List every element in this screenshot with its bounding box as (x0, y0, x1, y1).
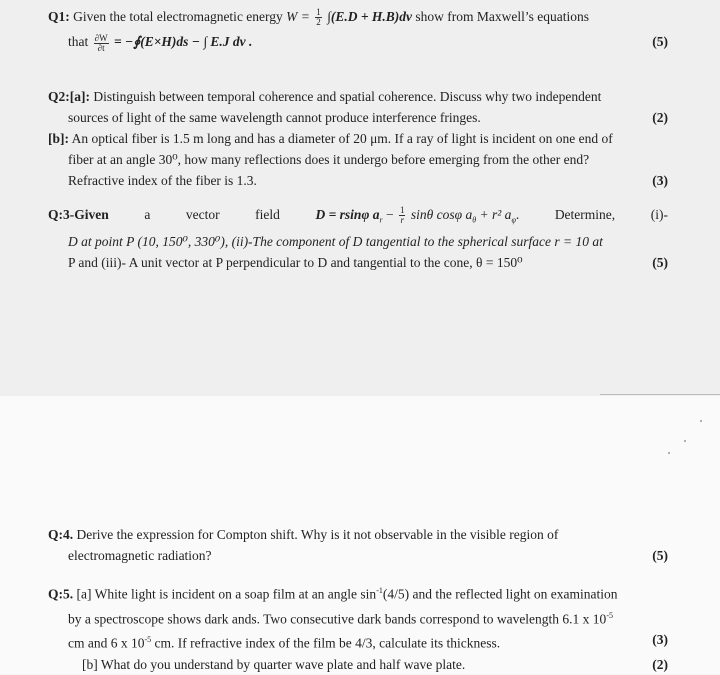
q2-a-line-2: sources of light of the same wavelength cannot produce interference fringes. (68, 110, 481, 125)
q3-line-2 (48, 231, 668, 252)
question-1 (48, 6, 668, 53)
q1-text-a: Given the total electromagnetic energy (73, 9, 283, 24)
q3-line-1 (48, 204, 668, 231)
q5-line-4 (48, 654, 668, 675)
q3-line-2-text: D at point P (10, 150⁰, 330⁰), (ii)-The component of D tangential to the spherical surface r = 10 at (68, 233, 603, 249)
q4-line-1-text: Derive the expression for Compton shift. Why is it not observable in the visible region of (76, 527, 559, 542)
speck (700, 420, 702, 422)
q2-b-line-2: fiber at an angle 30⁰, how many reflections does it undergo before emerging from the other end? (68, 152, 590, 167)
q4-marks: (5) (652, 548, 668, 563)
q3-determine: Determine, (554, 207, 616, 222)
q1-half-fraction: $\frac{1}{2}$ (316, 7, 321, 28)
q1-w: W = (286, 9, 310, 24)
q2-b-line-3: Refractive index of the fiber is 1.3. (68, 173, 257, 188)
q5-b-marks: (2) (652, 656, 668, 672)
q2-line-2 (48, 107, 668, 128)
q1-derivative: $\frac{\partial W}{\partial t}$ (94, 32, 108, 53)
q4-line-2-text: electromagnetic radiation? (68, 548, 212, 563)
q3-label: Q:3-Given (48, 207, 109, 222)
q1-marks: (5) (652, 34, 668, 50)
q1-line-2 (48, 31, 668, 52)
q1-rhs: = −∮(E×H)ds − ∫ E.J dv . (113, 34, 253, 50)
page-fold-line (600, 394, 720, 395)
q2-b-marks: (3) (652, 173, 668, 188)
q3-line-3 (48, 252, 668, 273)
q3-field-expression: D = rsinφ $a_r$ − $\frac{1}{r}$ sinθ cosφ $a_\theta + r^2$ $a_\varphi$. (315, 205, 520, 226)
q3-marks: (5) (652, 254, 668, 270)
q3-word-vector: vector (185, 207, 220, 222)
q2-b-line-1: An optical fiber is 1.5 m long and has a diameter of 20 μm. If a ray of light is incident on one end of (71, 131, 613, 146)
q5-line-3: cm and 6 x $10^{-5}$ cm. If refractive index of the film be 4/3, calculate its thickness. (3) (48, 629, 668, 654)
q5-a-marks: (3) (652, 632, 668, 647)
question-4 (48, 524, 668, 566)
q2-b-label: [b]: (48, 131, 69, 146)
q5-line-2: by a spectroscope shows dark ands. Two consecutive dark bands correspond to wavelength 6.1 x $10^{-5}$ (68, 610, 613, 626)
q1-integral: ∫(E.D + H.B)dv (327, 9, 413, 24)
q5-line-1: Q:5. [a] White light is incident on a soap film at an angle $\sin^{-1}(4/5)$ and the reflected light on examination (48, 586, 618, 602)
q1-line-1 (48, 6, 668, 27)
question-2 (48, 86, 668, 191)
q3-word-a: a (144, 207, 151, 222)
q2-line-5 (48, 170, 668, 191)
q5-b-line: [b] What do you understand by quarter wave plate and half wave plate. (82, 656, 466, 672)
q4-line-2 (48, 545, 668, 566)
q3-word-field: field (255, 207, 280, 222)
q3-line-3-text: P and (iii)- A unit vector at P perpendicular to D and tangential to the cone, θ = 150⁰ (68, 254, 523, 270)
q2-line-1 (48, 86, 668, 107)
q1-text-b: show from Maxwell’s equations (415, 9, 590, 24)
question-3 (48, 204, 668, 273)
q2-a-marks: (2) (652, 110, 668, 125)
speck (668, 452, 670, 454)
q5-label: Q:5. (48, 586, 74, 602)
q2-a-line-1: Distinguish between temporal coherence and spatial coherence. Discuss why two independent (93, 89, 602, 104)
q1-label: Q1: (48, 9, 70, 24)
q3-part-i: (i)- (650, 207, 668, 222)
q2-line-4 (48, 149, 668, 170)
q4-label: Q:4. (48, 527, 74, 542)
speck (684, 440, 686, 442)
q4-line-1 (48, 524, 668, 545)
q2-line-3 (48, 128, 668, 149)
q2-label: Q2:[a]: (48, 89, 90, 104)
q1-that: that (68, 34, 89, 50)
question-5 (48, 580, 668, 675)
